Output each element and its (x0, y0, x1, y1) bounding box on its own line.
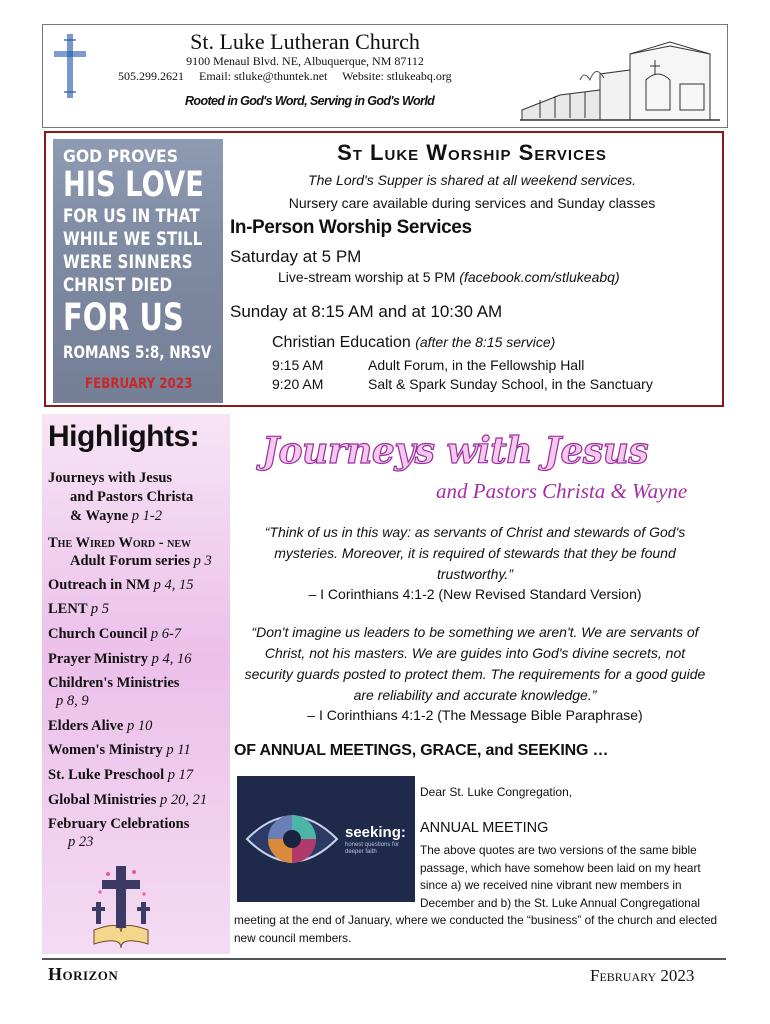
ce-title: Christian Education (272, 334, 411, 351)
article-body-cont: meeting at the end of January, where we conducted the “business” of the church and elected new council members. (234, 913, 718, 945)
highlight-item[interactable] (48, 767, 193, 784)
seeking-subtitle: honest questions for deeper faith (345, 842, 400, 855)
poster-line: HIS LOVE (63, 165, 204, 205)
highlight-item[interactable] (48, 675, 179, 692)
highlights-title: Highlights: (48, 420, 200, 453)
highlight-item[interactable] (48, 742, 191, 759)
quote-message-ref: – I Corinthians 4:1-2 (The Message Bible Paraphrase) (307, 707, 643, 723)
highlight-label: February Celebrations (48, 816, 190, 832)
quote-nrsv: “Think of us in this way: as servants of Christ and stewards of God's mysteries. Moreover, it is required of stewards that they be found trustworthy.” (264, 524, 686, 582)
highlight-label: Global Ministries (48, 792, 157, 808)
highlight-label: Church Council (48, 626, 148, 642)
highlight-item[interactable] (48, 816, 189, 833)
highlight-label: Prayer Ministry (48, 651, 148, 667)
quote-message: “Don't imagine us leaders to be something we aren't. We are servants of Christ, not his masters. We are guides into God's divine secrets, not security guards posted to protect them. The requirements for a good guide are reliability and accurate knowledge.” (244, 624, 706, 703)
ce-desc: Salt & Spark Sunday School, in the Sanctuary (368, 376, 653, 392)
highlight-item-cont (48, 489, 193, 506)
highlight-page: p 8, 9 (56, 693, 89, 709)
seeking-word: seeking: (345, 824, 406, 841)
supper-note: The Lord's Supper is shared at all weekend services. (308, 172, 636, 188)
highlight-item-cont (48, 553, 212, 570)
ce-row (272, 357, 584, 373)
highlight-item-cont (48, 693, 89, 710)
article-body: The above quotes are two versions of the same bible passage, which have somehow been laid on my heart since a) we received nine vibrant new members in December and b) the St. Luke Annual Congregational (420, 843, 701, 910)
highlight-item-cont (48, 508, 162, 525)
highlight-label: Outreach in NM (48, 577, 151, 593)
sunday-service: Sunday at 8:15 AM and at 10:30 AM (230, 302, 503, 321)
livestream-link[interactable]: (facebook.com/stlukeabq) (459, 269, 620, 285)
poster-line: WHILE WE STILL (63, 228, 203, 250)
highlight-label: and Pastors Christa (70, 489, 194, 505)
in-person-heading: In-Person Worship Services (230, 217, 472, 238)
cross-logo-icon (50, 32, 90, 100)
salutation: Dear St. Luke Congregation, (420, 785, 573, 799)
highlight-page: p 11 (166, 742, 191, 758)
highlight-item[interactable] (48, 718, 152, 735)
highlight-page: p 4, 16 (151, 651, 192, 667)
highlight-page: p 4, 15 (153, 577, 194, 593)
church-building-sketch (520, 40, 720, 124)
highlight-label: Women's Ministry (48, 742, 163, 758)
highlight-label: St. Luke Preschool (48, 767, 165, 783)
highlight-item[interactable] (48, 792, 207, 809)
highlight-label: Journeys with Jesus (48, 470, 173, 486)
meetings-heading: OF ANNUAL MEETINGS, GRACE, and SEEKING … (234, 742, 609, 759)
highlight-label: & Wayne (70, 508, 129, 524)
ce-time: 9:20 AM (272, 376, 324, 392)
nursery-note: Nursery care available during services and Sunday classes (288, 195, 656, 211)
annual-meeting-heading: ANNUAL MEETING (420, 820, 549, 836)
highlight-item[interactable] (48, 626, 181, 643)
highlight-item[interactable] (48, 470, 172, 487)
website: Website: stlukeabq.org (342, 69, 452, 83)
poster-line: CHRIST DIED (63, 274, 173, 296)
highlight-page: p 5 (90, 601, 109, 617)
article-title: Journeys with Jesus (262, 430, 649, 472)
ce-time: 9:15 AM (272, 357, 324, 373)
poster-line: WERE SINNERS (63, 251, 193, 273)
highlight-page: p 6-7 (150, 626, 182, 642)
highlight-label: Children's Ministries (48, 675, 180, 691)
highlight-label: The Wired Word - new (48, 535, 192, 551)
highlight-page: p 1-2 (131, 508, 162, 524)
poster-line: ROMANS 5:8, NRSV (63, 343, 212, 363)
christian-education (272, 334, 555, 352)
ce-desc: Adult Forum, in the Fellowship Hall (368, 357, 585, 373)
livestream-note (278, 269, 620, 285)
quote-nrsv-ref: – I Corinthians 4:1-2 (New Revised Standard Version) (308, 586, 642, 602)
ce-note: (after the 8:15 service) (415, 334, 556, 350)
poster-line: GOD PROVES (63, 147, 178, 167)
cross-bible-illustration (88, 860, 154, 950)
livestream-text: Live-stream worship at 5 PM (278, 269, 456, 285)
highlight-page: p 17 (167, 767, 194, 783)
highlight-label: LENT (48, 601, 88, 617)
poster-date: FEBRUARY 2023 (85, 376, 193, 392)
poster-line: FOR US IN THAT (63, 205, 200, 227)
email: Email: stluke@thuntek.net (199, 69, 328, 83)
newsletter-name: Horizon (48, 964, 119, 984)
worship-title: St Luke Worship Services (337, 140, 607, 165)
saturday-service: Saturday at 5 PM (230, 247, 362, 266)
footer-rule (42, 958, 726, 960)
highlight-item[interactable] (48, 601, 109, 618)
issue-date: February 2023 (590, 966, 695, 985)
highlight-item[interactable] (48, 651, 192, 668)
highlight-page: p 23 (68, 834, 94, 850)
highlight-item[interactable] (48, 577, 194, 594)
contact-line (118, 69, 498, 84)
seeking-graphic (237, 776, 415, 902)
ce-row (272, 376, 653, 392)
church-name: St. Luke Lutheran Church (190, 29, 420, 54)
highlight-item-cont (48, 834, 93, 851)
tagline: Rooted in God's Word, Serving in God's World (185, 94, 435, 108)
highlight-label: Adult Forum series (70, 553, 191, 569)
poster-line: FOR US (63, 296, 184, 339)
highlight-page: p 3 (193, 553, 212, 569)
church-address: 9100 Menaul Blvd. NE, Albuquerque, NM 87112 (186, 54, 424, 68)
article-subtitle: and Pastors Christa & Wayne (436, 479, 688, 503)
highlight-item[interactable] (48, 535, 191, 552)
highlight-label: Elders Alive (48, 718, 124, 734)
highlight-page: p 10 (126, 718, 153, 734)
phone: 505.299.2621 (118, 69, 184, 83)
scripture-poster (53, 139, 223, 403)
highlight-page: p 20, 21 (159, 792, 208, 808)
